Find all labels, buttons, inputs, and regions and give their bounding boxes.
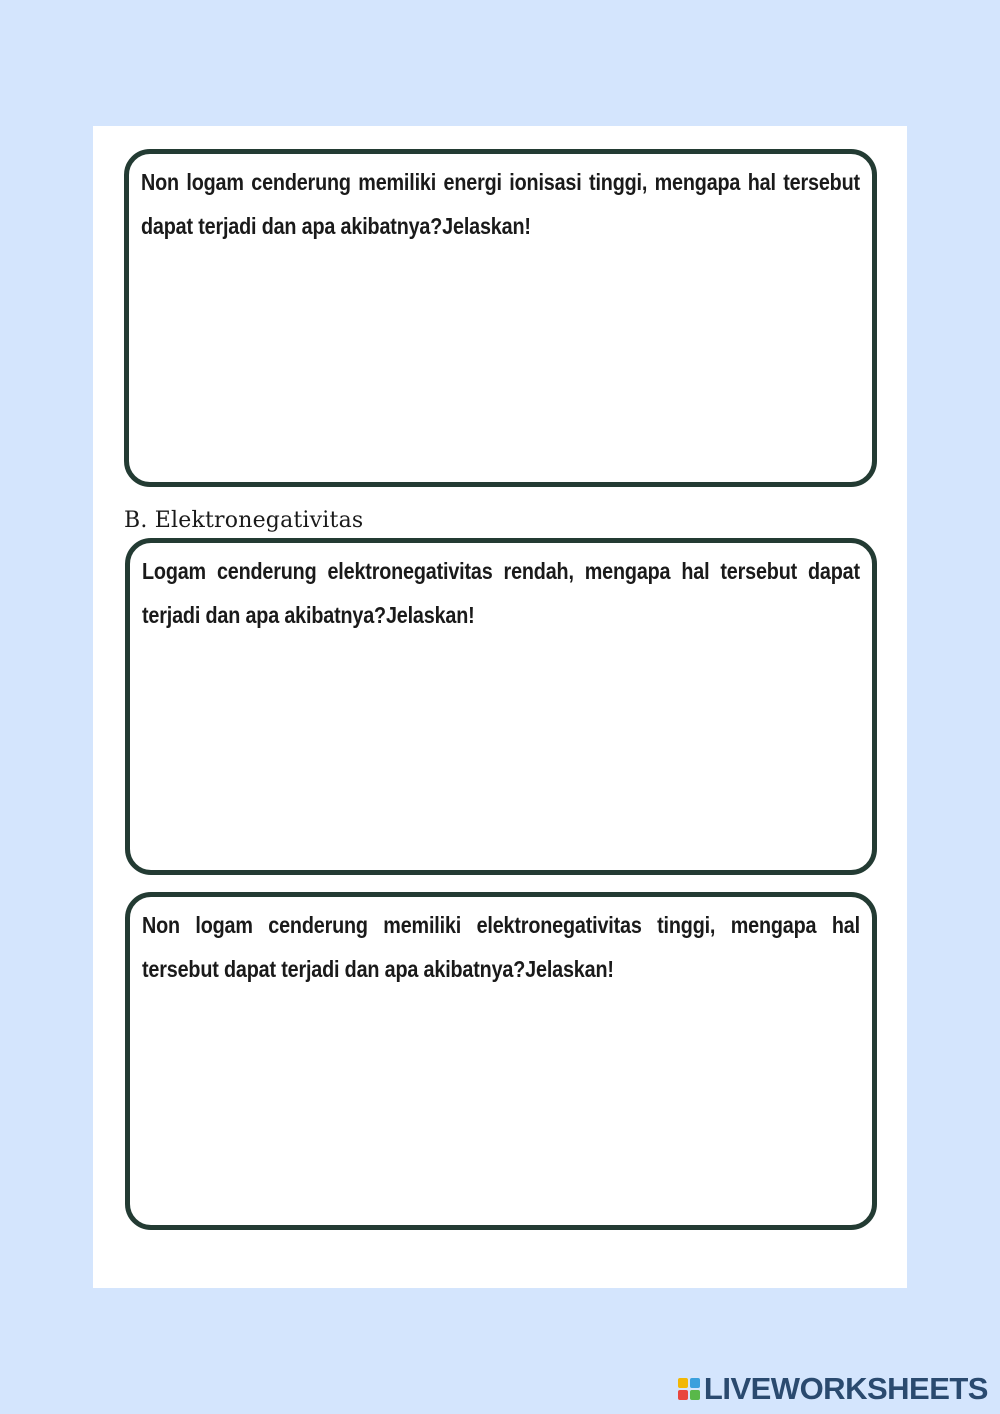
logo-square-2 bbox=[690, 1378, 700, 1388]
logo-square-3 bbox=[678, 1390, 688, 1400]
section-b-heading: B. Elektronegativitas bbox=[124, 508, 364, 533]
liveworksheets-logo bbox=[678, 1372, 988, 1406]
liveworksheets-brand-text: LIVEWORKSHEETS bbox=[703, 1371, 988, 1406]
answer-box-2[interactable] bbox=[125, 538, 877, 875]
question-3-text: Non logam cenderung memiliki elektronegativitas tinggi, mengapa hal tersebut dapat terjadi dan apa akibatnya?Jelaskan! bbox=[142, 912, 860, 982]
answer-box-1[interactable] bbox=[124, 149, 877, 487]
question-1-text: Non logam cenderung memiliki energi ionisasi tinggi, mengapa hal tersebut dapat terjadi dan apa akibatnya?Jelaskan! bbox=[141, 169, 860, 239]
liveworksheets-logo-icon bbox=[678, 1378, 700, 1400]
logo-square-1 bbox=[678, 1378, 688, 1388]
question-2-text: Logam cenderung elektronegativitas rendah, mengapa hal tersebut dapat terjadi dan apa akibatnya?Jelaskan! bbox=[142, 558, 860, 628]
answer-box-3[interactable] bbox=[125, 892, 877, 1230]
logo-square-4 bbox=[690, 1390, 700, 1400]
